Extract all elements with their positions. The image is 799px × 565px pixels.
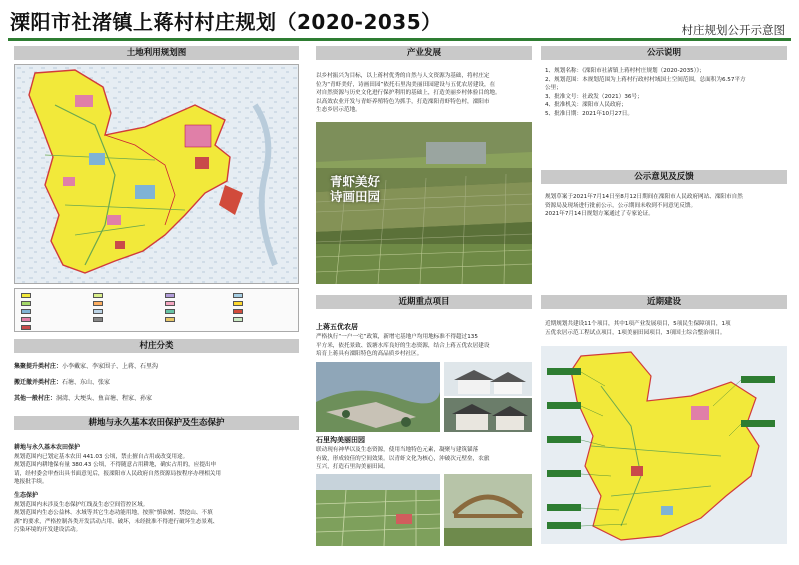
project-marker bbox=[547, 522, 581, 529]
village-class-row bbox=[14, 361, 158, 370]
text-line: 规划范围内未涉及生态保护红线及生态空间管控区域。 bbox=[14, 501, 149, 508]
text-line: 3、批准文号：社政发（2021）36号； bbox=[545, 93, 643, 100]
legend-swatch bbox=[165, 301, 175, 306]
village-class-row bbox=[14, 393, 152, 402]
village-class-row bbox=[14, 377, 110, 386]
text-line: 近期规划共建设11个项目，其中1项产业发展项目，5项民生保障项目，1项 bbox=[545, 321, 731, 327]
pavilion-image bbox=[444, 474, 532, 546]
text-line: 有致，形成较佳的空间效果。以青虾文化为核心，沖破次元壁垒，农旅 bbox=[316, 455, 490, 462]
legend-swatch bbox=[165, 293, 175, 298]
land-use-map bbox=[14, 64, 299, 284]
notice-text bbox=[545, 67, 787, 119]
text-line: 1、规划名称：《溧阳市社渚镇上蒋村村庄规划（2020-2035）》； bbox=[545, 68, 705, 74]
text-line: 5、批准日期：2021年10月27日。 bbox=[545, 110, 633, 117]
project-text bbox=[316, 333, 532, 359]
industry-header: 产业发展 bbox=[316, 46, 532, 60]
text-line: 位为“青虾美好，诗画田园”依托石里沟美丽田园建设与五优农居建设，在 bbox=[316, 81, 496, 88]
project-marker bbox=[547, 402, 581, 409]
text-line: 规划范围内已划定基本农田 441.03 公顷，禁止擅自占用或改变用途。 bbox=[14, 453, 189, 460]
project-render-aerial bbox=[316, 362, 440, 432]
village-class-header: 村庄分类 bbox=[14, 339, 299, 353]
feedback-header: 公示意见及反馈 bbox=[541, 170, 787, 184]
slogan-line: 青虾美好 bbox=[330, 174, 381, 189]
land-use-map-graphic bbox=[15, 65, 299, 284]
recent-text bbox=[545, 320, 787, 337]
legend-swatch bbox=[233, 301, 243, 306]
text-line: 规划草案于2021年7月14日至8月12日期间在溧阳市人民政府网站、溧阳市自然 bbox=[545, 194, 743, 200]
map-legend bbox=[14, 288, 299, 332]
text-line: 湖”的要求，严格控制各类开发活动占用、破坏，未经批准不得进行破坏生态景观、 bbox=[14, 518, 219, 525]
text-line: 平方米，依托景致、饭塘水库良好的生态资源，结合上蒋五优农居建设 bbox=[316, 342, 490, 349]
legend-swatch bbox=[93, 293, 103, 298]
legend-swatch bbox=[93, 309, 103, 314]
project-marker bbox=[741, 376, 775, 383]
page-title: 溧阳市社渚镇上蒋村村庄规划（2020-2035） bbox=[10, 10, 442, 34]
feedback-text bbox=[545, 193, 787, 219]
recent-header: 近期建设 bbox=[541, 295, 787, 309]
title-divider bbox=[8, 38, 791, 41]
page-subtitle: 村庄规划公开示意图 bbox=[681, 23, 785, 37]
legend-swatch bbox=[233, 317, 243, 322]
industry-text bbox=[316, 72, 532, 115]
text-line: 2、规划范围：本规划范围为上蒋村行政村村域国土空间范围，总面积为6.57平方 bbox=[545, 76, 746, 83]
legend-swatch bbox=[21, 293, 31, 298]
legend-swatch bbox=[21, 301, 31, 306]
key-projects-header: 近期重点项目 bbox=[316, 295, 532, 309]
industry-slogan bbox=[330, 174, 380, 204]
text-line: 严格执行“一户一宅”政策，新增宅基地户均用地标准不得超过135 bbox=[316, 334, 478, 340]
text-line: 地报批手续。 bbox=[14, 479, 48, 486]
text-line: 规划范围内耕地保有量 380.43 公顷，不得随意占用耕地，确实占用的，应提出申 bbox=[14, 462, 217, 469]
farmland-header: 耕地与永久基本农田保护及生态保护 bbox=[14, 416, 299, 430]
text-line: 公里； bbox=[545, 85, 562, 92]
legend-swatch bbox=[165, 317, 175, 322]
project-marker bbox=[741, 420, 775, 427]
text-line: 生态乡居示范地。 bbox=[316, 107, 361, 114]
text-line: 互兴，打造石里沟美丽田园。 bbox=[316, 464, 389, 471]
project-marker bbox=[547, 436, 581, 443]
legend-swatch bbox=[93, 301, 103, 306]
text-line: 联动现有神华以及生态资源，使用当地特色元素，凝聚与建筑锚落 bbox=[316, 447, 479, 453]
project-marker bbox=[547, 504, 581, 511]
village-class-label: 集聚提升类村庄： bbox=[14, 363, 63, 370]
project-render-house bbox=[444, 398, 532, 432]
village-class-label: 搬迁撤并类村庄： bbox=[14, 379, 63, 386]
legend-swatch bbox=[21, 317, 31, 322]
text-line: 培育上蒋具有溧阳特色的高品质乡村社区。 bbox=[316, 351, 423, 358]
field-aerial-photo bbox=[316, 474, 440, 546]
text-line: 规划范围内生态公益林、水域等其它生态功能用地，按照“慎砍树、禁挖山、不填 bbox=[14, 510, 213, 517]
project-title: 石里沟美丽田园 bbox=[316, 436, 365, 444]
village-aerial-image bbox=[316, 362, 440, 432]
recent-projects-map bbox=[541, 346, 787, 544]
text-line: 五优农居示范工程试点项目，1项美丽田园项目，3项国土综合整治项目。 bbox=[545, 329, 726, 336]
house-render-image bbox=[444, 362, 532, 396]
village-class-value: 石塘、东山、张家 bbox=[62, 379, 111, 386]
fields-aerial-image bbox=[316, 474, 440, 546]
village-class-value: 小李戴家、李家围子、上蒋、石里沟 bbox=[62, 363, 159, 370]
project-marker bbox=[547, 470, 581, 477]
legend-swatch bbox=[21, 325, 31, 330]
land-use-header: 土地利用规划图 bbox=[14, 46, 299, 60]
legend-swatch bbox=[93, 317, 103, 322]
text-line: 资源局及现场进行批前公示，公示期间未收到不同意见反馈。 bbox=[545, 202, 697, 209]
text-line: 2021年7月14日规划方案通过了专家论证。 bbox=[545, 211, 654, 218]
notice-header: 公示说明 bbox=[541, 46, 787, 60]
farmland-text bbox=[14, 444, 299, 535]
project-title: 上蒋五优农居 bbox=[316, 323, 358, 331]
house-render-image bbox=[444, 398, 532, 432]
slogan-line: 诗画田园 bbox=[330, 189, 381, 204]
legend-swatch bbox=[21, 309, 31, 314]
pavilion-render bbox=[444, 474, 532, 546]
project-marker bbox=[547, 368, 581, 375]
text-line: 4、批准机关：溧阳市人民政府； bbox=[545, 102, 627, 109]
ecology-heading: 生态保护 bbox=[14, 491, 39, 499]
project-render-house bbox=[444, 362, 532, 396]
legend-swatch bbox=[233, 309, 243, 314]
text-line: 以高效农业开发与青虾养殖特色为抓手，打造溧阳青虾特色村，溧阳市 bbox=[316, 98, 490, 105]
village-class-value: 洞湾、大埂头、鱼亩塘、程家、孙家 bbox=[56, 395, 153, 402]
text-line: 请，经村委会审查出具书面意见后，报溧阳市人民政府自然资源局按程序办理相关用 bbox=[14, 470, 221, 477]
legend-swatch bbox=[165, 309, 175, 314]
text-line: 对自然资源与历史文化进行保护利用的基础上，打造美丽乡村体验目的地。 bbox=[316, 90, 501, 97]
village-class-label: 其他一般村庄： bbox=[14, 395, 57, 402]
text-line: 以乡村振兴为目标，以上蒋村优秀的自然与人文资源为基础，将村庄定 bbox=[316, 73, 490, 79]
legend-swatch bbox=[233, 293, 243, 298]
farmland-heading: 耕地与永久基本农田保护 bbox=[14, 444, 81, 451]
project-text bbox=[316, 446, 532, 472]
text-line: 污染环境的开发建设活动。 bbox=[14, 527, 82, 534]
